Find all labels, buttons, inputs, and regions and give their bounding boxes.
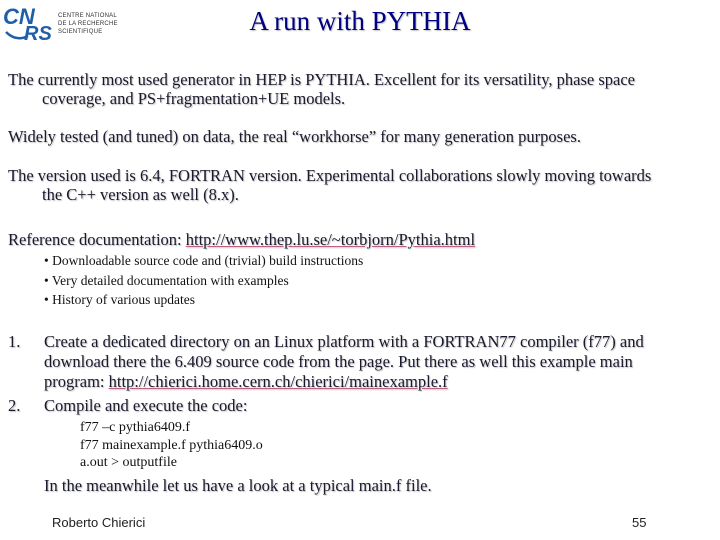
- step-2-text: Compile and execute the code:: [44, 396, 248, 415]
- mainexample-link[interactable]: http://chierici.home.cern.ch/chierici/mainexample.f: [108, 372, 448, 391]
- logo-letters: CN: [3, 4, 35, 29]
- paragraph-line: The version used is 6.4, FORTRAN version. Experimental collaborations slowly moving towards: [8, 166, 652, 185]
- paragraph-line: the C++ version as well (8.x).: [42, 185, 239, 204]
- step-line: [44, 372, 714, 392]
- step-number-2: 2.: [8, 396, 21, 415]
- step-line: Create a dedicated directory on an Linux platform with a FORTRAN77 compiler (f77) and: [44, 332, 644, 351]
- logo-letters-2: RS: [24, 23, 52, 42]
- code-line: f77 –c pythia6409.f: [80, 420, 191, 435]
- step-1-text: [44, 332, 714, 392]
- paragraph-pythia-intro: [8, 70, 708, 108]
- paragraph-line: The currently most used generator in HEP is PYTHIA. Excellent for its versatility, phase space: [8, 70, 635, 89]
- list-item: • Very detailed documentation with examples: [44, 272, 289, 288]
- logo-org-line: DE LA RECHERCHE: [58, 21, 118, 27]
- list-item: • History of various updates: [44, 292, 195, 307]
- slide-title: A run with PYTHIA: [249, 6, 471, 36]
- logo-org-line: SCIENTIFIQUE: [58, 29, 103, 35]
- reference-label: Reference documentation:: [8, 230, 186, 249]
- code-block: [80, 419, 263, 472]
- reference-documentation: [8, 230, 708, 249]
- paragraph-line: coverage, and PS+fragmentation+UE models.: [42, 89, 346, 108]
- page-number: 55: [632, 515, 647, 530]
- closing-text: In the meanwhile let us have a look at a typical main.f file.: [44, 476, 432, 495]
- paragraph-tested: Widely tested (and tuned) on data, the real “workhorse” for many generation purposes.: [8, 127, 581, 146]
- step-prefix: program:: [44, 372, 109, 391]
- logo-org-line: CENTRE NATIONAL: [58, 13, 117, 19]
- bullet-list: [44, 251, 363, 310]
- pythia-doc-link[interactable]: http://www.thep.lu.se/~torbjorn/Pythia.html: [185, 230, 476, 249]
- code-line: f77 mainexample.f pythia6409.o: [80, 437, 263, 453]
- list-item: • Downloadable source code and (trivial) build instructions: [44, 253, 364, 268]
- step-number-1: 1.: [8, 332, 21, 351]
- footer-author: Roberto Chierici: [52, 515, 146, 530]
- step-line: download there the 6.409 source code from the page. Put there as well this example main: [44, 352, 633, 371]
- code-line: a.out > outputfile: [80, 455, 177, 470]
- paragraph-version: [8, 166, 708, 204]
